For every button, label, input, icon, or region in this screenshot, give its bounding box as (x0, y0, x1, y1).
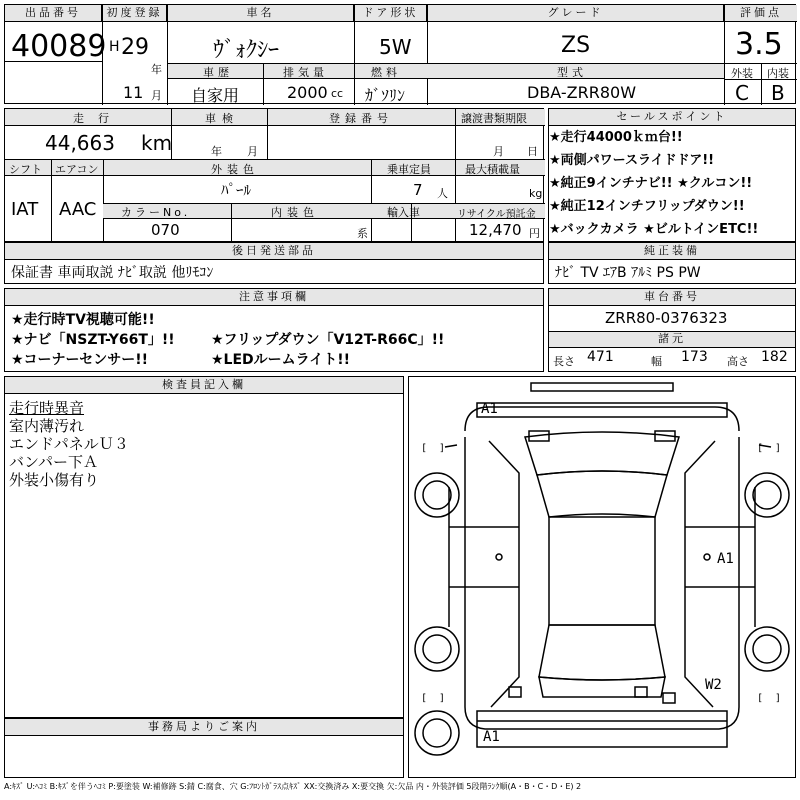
reg-era: H (109, 39, 120, 55)
notes-line-3b: ★LEDルームライト!! (211, 352, 351, 368)
height-value: 182 (761, 349, 788, 365)
reg-month: 11 (123, 83, 144, 102)
car-name: ｳﾞｫｸｼｰ (213, 38, 280, 63)
svg-text:]: ] (439, 693, 446, 704)
model-value: DBA-ZRR80W (527, 83, 637, 102)
vehicle-info-table (4, 108, 544, 242)
plate-label: 登録番号 (329, 112, 393, 125)
exterior-label: 外装 (731, 67, 753, 80)
sales-point-2: ★両側パワースライドドア!! (549, 153, 715, 168)
reg-label: 初度登録 (103, 5, 167, 22)
transfer-label: 譲渡書類期限 (461, 112, 527, 125)
equipment-panel (548, 242, 796, 284)
sales-points-label: セールスポイント (549, 109, 795, 126)
chassis-value: ZRR80-0376323 (605, 309, 728, 327)
chassis-panel (548, 288, 796, 372)
length-value: 471 (587, 349, 614, 365)
notes-line-2b: ★フリップダウン「V12T-R66C」!! (211, 332, 445, 348)
door-label: ドア形状 (355, 5, 427, 22)
exterior-value: C (735, 81, 749, 105)
recycle-label: リサイクル預託金 (457, 209, 536, 220)
damage-mark-right: A1 (717, 551, 734, 567)
svg-text:]: ] (775, 443, 782, 454)
transfer-month: 月 (493, 145, 504, 158)
notes-line-1: ★走行時TV視聴可能!! (11, 312, 155, 328)
import-label: 輸入車 (387, 206, 420, 219)
recycle-unit: 円 (529, 227, 540, 240)
displacement-unit: cc (331, 87, 344, 100)
damage-mark-front: A1 (481, 401, 498, 417)
svg-text:[: [ (757, 693, 764, 704)
reg-year: 29 (121, 35, 149, 60)
inspector-line-3: エンドパネルＵ３ (9, 435, 129, 453)
inspector-panel (4, 376, 404, 718)
later-parts-value: 保証書 車両取説 ﾅﾋﾞ取説 他ﾘﾓｺﾝ (11, 265, 214, 281)
fuel-value: ｶﾞｿﾘﾝ (365, 86, 406, 105)
notes-label: 注意事項欄 (5, 289, 543, 306)
header-table (4, 4, 796, 104)
capacity-value: 7 (413, 181, 423, 199)
history-label: 車歴 (203, 66, 233, 79)
reg-month-suffix: 月 (151, 89, 162, 102)
shift-value: IAT (11, 199, 39, 220)
ac-label: エアコン (55, 163, 99, 176)
later-parts-panel (4, 242, 544, 284)
legend-text: A:ｷｽﾞ U:ﾍｺﾐ B:ｷｽﾞを伴うﾍｺﾐ P:要塗装 W:補修跡 S:錆 C:腐食、穴 G:ﾌﾛﾝﾄｶﾞﾗｽ点ｷｽﾞ XX:交換済み X:要交換 欠:欠品 内・外装評価 5段階ﾗﾝｸ順(A・B・C・D・E) 2 (4, 782, 582, 791)
interior-color-label: 内装色 (271, 206, 319, 219)
displacement-value: 2000 (287, 83, 328, 102)
svg-text:]: ] (775, 693, 782, 704)
capacity-label: 乗車定員 (387, 163, 431, 176)
ac-value: AAC (59, 199, 97, 220)
inspector-label: 検査員記入欄 (5, 377, 403, 394)
sales-point-1: ★走行44000ｋｍ台!! (549, 130, 683, 145)
sales-point-4: ★純正12インチフリップダウン!! (549, 199, 745, 214)
interior-label: 内装 (767, 67, 789, 80)
model-label: 型式 (557, 66, 587, 79)
interior-color-unit: 系 (357, 227, 368, 240)
inspection-month: 月 (247, 145, 258, 158)
notes-line-2a: ★ナビ「NSZT-Y66T」!! (11, 332, 175, 348)
inspector-line-2: 室内薄汚れ (9, 417, 85, 435)
grade-value: ZS (561, 33, 591, 58)
door-value: 5W (379, 35, 412, 59)
displacement-label: 排気量 (283, 66, 328, 79)
mileage-label: 走行 (73, 112, 123, 125)
inspection-year: 年 (211, 145, 222, 158)
lot-label: 出品番号 (5, 5, 102, 22)
car-diagram-panel (408, 376, 796, 778)
length-label: 長さ (553, 355, 575, 368)
mileage-unit: km (141, 131, 173, 155)
grade-label: グレード (428, 5, 724, 22)
score-label: 評価点 (725, 5, 797, 22)
sales-point-5: ★バックカメラ ★ビルトインETC!! (549, 222, 759, 237)
shift-label: シフト (9, 163, 42, 176)
car-name-label: 車名 (168, 5, 354, 22)
svg-text:[: [ (757, 443, 764, 454)
office-label: 事務局よりご案内 (5, 719, 403, 736)
equipment-value: ﾅﾋﾞ TV ｴｱB ｱﾙﾐ PS PW (555, 265, 701, 281)
inspector-line-1: 走行時異音 (9, 399, 85, 417)
width-label: 幅 (651, 355, 662, 368)
mileage-value: 44,663 (45, 131, 115, 155)
inspection-label: 車検 (205, 112, 239, 125)
notes-line-3a: ★コーナーセンサー!! (11, 352, 149, 368)
score-value: 3.5 (735, 27, 783, 62)
color-no-value: 070 (151, 221, 180, 239)
chassis-label: 車台番号 (549, 289, 795, 306)
width-value: 173 (681, 349, 708, 365)
damage-mark-rear: A1 (483, 729, 500, 745)
office-panel (4, 718, 404, 778)
color-value: ﾊﾟｰﾙ (221, 181, 252, 199)
recycle-value: 12,470 (469, 221, 522, 239)
svg-text:]: ] (439, 443, 446, 454)
height-label: 高さ (727, 355, 749, 368)
inspector-line-4: バンパー下Ａ (9, 453, 98, 471)
later-parts-label: 後日発送部品 (5, 243, 543, 260)
load-unit: kg (529, 187, 543, 200)
color-label: 外装色 (211, 163, 259, 176)
transfer-day: 日 (527, 145, 538, 158)
notes-panel (4, 288, 544, 372)
fuel-label: 燃料 (371, 66, 401, 79)
svg-text:[: [ (421, 443, 428, 454)
equipment-label: 純正装備 (549, 243, 795, 260)
load-label: 最大積載量 (465, 163, 520, 176)
history-value: 自家用 (191, 86, 240, 105)
spec-label: 諸元 (549, 332, 795, 348)
damage-mark-rear-right: W2 (705, 677, 722, 693)
color-no-label: カラーNo. (121, 206, 191, 219)
svg-text:[: [ (421, 693, 428, 704)
car-diagram (409, 377, 795, 777)
sales-point-3: ★純正9インチナビ!! ★クルコン!! (549, 176, 753, 191)
interior-value: B (771, 81, 785, 105)
inspector-line-5: 外装小傷有り (9, 471, 100, 489)
reg-year-suffix: 年 (151, 63, 162, 76)
lot-number: 40089 (11, 29, 107, 64)
capacity-unit: 人 (437, 187, 448, 200)
sales-points-panel (548, 108, 796, 242)
